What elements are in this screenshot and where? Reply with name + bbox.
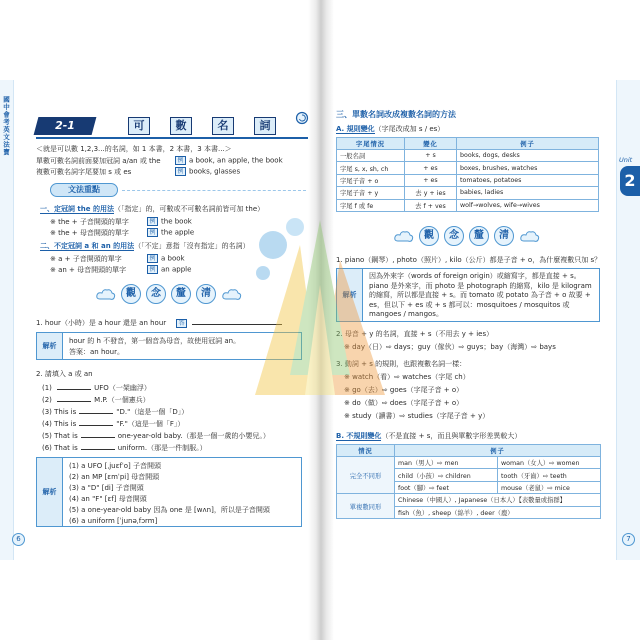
- page-number: 6: [12, 533, 25, 546]
- fill-blank: [57, 395, 91, 402]
- fill-item: [42, 443, 207, 453]
- analysis-line: (3) a "D" [di] 子音開頭: [69, 484, 144, 492]
- regular-note: （字尾改成加 s / es）: [374, 125, 445, 133]
- item-post: uniform.（那是一件制服。）: [117, 444, 207, 452]
- irregular-label: B. 不規則變化: [336, 432, 382, 440]
- example-tag: 例: [147, 217, 158, 226]
- analysis-text: 因為外來字（words of foreign origin）或縮寫字，都是直接 + s。piano 是外來字，而 photo 是 photograph 的縮寫，kilo 是 kilogram 的縮寫，所以都是直接 + s。而 tomato 或 potato 為子音 + o 故要 + es，但以下 + es 或 + s 都可以：mosquitoes / mosquitos 或 mangoes / mangos。: [369, 272, 592, 318]
- fill-blank: [81, 443, 115, 450]
- example-tag: 例: [147, 254, 158, 263]
- change-cell: + es: [405, 174, 457, 186]
- regular-heading: [336, 125, 444, 134]
- point-item-example: the book: [161, 217, 192, 226]
- fill-item: [42, 395, 150, 405]
- intro-rule-example: books, glasses: [189, 167, 241, 176]
- question-3: 3. 動詞 + s 的規則，也跟複數名詞一樣：: [336, 360, 467, 368]
- ending-cell: 字尾子音 + o: [337, 174, 405, 186]
- table-row: [337, 494, 601, 506]
- table-row: [337, 162, 599, 174]
- table-row: [337, 199, 599, 211]
- swirl-icon: [295, 111, 309, 125]
- item-num: (5): [42, 432, 52, 440]
- concept-heading-char: 念: [146, 284, 166, 304]
- example-tag: 例: [175, 167, 186, 176]
- section-title: 三、單數名詞改成複數名詞的方法: [336, 110, 456, 119]
- analysis-box: [36, 457, 302, 527]
- table-row: [337, 187, 599, 199]
- item-pre: That is: [54, 444, 78, 452]
- analysis-text: [69, 461, 297, 527]
- table-row: [337, 174, 599, 186]
- key-points-label: 文法重點: [50, 183, 118, 197]
- ending-cell: 一般名詞: [337, 150, 405, 162]
- intro-definition: ＜就是可以數 1,2,3...的名詞，如 1 本書，2 本書，3 本書...＞: [36, 145, 232, 153]
- unit-number-tab: 2: [620, 166, 640, 196]
- header-rule: [36, 137, 308, 139]
- ending-cell: 字尾 f 或 fe: [337, 199, 405, 211]
- analysis-line: 答案：an hour。: [69, 348, 124, 356]
- fill-item: [42, 419, 184, 429]
- column-header: 字尾情況: [337, 138, 405, 150]
- example-cell: tooth（牙齒）⇨ teeth: [498, 469, 601, 481]
- concept-heading-char: 念: [444, 226, 464, 246]
- case-cell: 完全不同形: [337, 457, 395, 494]
- example-tag: 例: [147, 265, 158, 274]
- table-header-row: [337, 138, 599, 150]
- analysis-label: 解析: [337, 269, 363, 321]
- table-row: [337, 150, 599, 162]
- analysis-box: [36, 332, 302, 360]
- ending-cell: 字尾 s, x, sh, ch: [337, 162, 405, 174]
- fill-item: [42, 383, 151, 393]
- point-item-text: ※ an + 母音開頭的單字: [50, 265, 127, 274]
- title-char: 名: [212, 117, 234, 135]
- item-post: one-year-old baby.（那是一個一歲的小嬰兒。）: [117, 432, 270, 440]
- question-2: 2. 母音 + y 的名詞，直接 + s（不用去 y + ies）: [336, 330, 494, 338]
- point-item-example: a book: [161, 254, 185, 263]
- column-header: 例子: [395, 445, 601, 457]
- answer-tag: 答: [176, 319, 187, 328]
- example-cell: mouse（老鼠）⇨ mice: [498, 481, 601, 493]
- example-bullet: ※ day（日）⇨ days；guy（傢伙）⇨ guys；bay（海灣）⇨ bays: [344, 343, 556, 351]
- analysis-line: (4) an "F" [ɛf] 母音開頭: [69, 495, 147, 503]
- table-header-row: [337, 445, 601, 457]
- concept-heading-char: 釐: [171, 284, 191, 304]
- title-char: 詞: [254, 117, 276, 135]
- point-item: [50, 265, 191, 275]
- cloud-icon: [222, 287, 242, 303]
- question-1: [36, 318, 282, 328]
- answer-blank: [192, 318, 282, 325]
- item-pre: That is: [54, 432, 78, 440]
- item-num: (6): [42, 444, 52, 452]
- example-cell: boxes, brushes, watches: [457, 162, 599, 174]
- example-bullet: ※ do（做）⇨ does（字尾子音 + o）: [344, 399, 464, 407]
- item-pre: This is: [54, 420, 77, 428]
- point-item: [50, 217, 192, 227]
- analysis-box: [336, 268, 600, 322]
- point-note: （「不定」意指「沒有指定」的名詞）: [134, 242, 250, 250]
- example-tag: 例: [175, 156, 186, 165]
- fill-item: [42, 407, 188, 417]
- grammar-point-heading: [40, 205, 264, 214]
- cloud-icon: [520, 229, 540, 245]
- example-cell: foot（腳）⇨ feet: [395, 481, 498, 493]
- point-note: （「指定」的，可數或不可數名詞前皆可加 the）: [113, 205, 265, 213]
- irregular-plural-table: [336, 444, 601, 519]
- cloud-icon: [394, 229, 414, 245]
- point-title: 二、不定冠詞 a 和 an 的用法: [40, 242, 135, 250]
- change-cell: 去 y + ies: [405, 187, 457, 199]
- cloud-icon: [96, 287, 116, 303]
- item-post: M.P.（一個憲兵）: [94, 396, 150, 404]
- title-char: 數: [170, 117, 192, 135]
- regular-label: A. 規則變化: [336, 125, 375, 133]
- irregular-note: （不是直接 + s，而且與單數字形差異較大）: [381, 432, 522, 440]
- example-cell: child（小孩）⇨ children: [395, 469, 498, 481]
- column-header: 情況: [337, 445, 395, 457]
- divider: [122, 190, 306, 191]
- fill-blank: [57, 383, 91, 390]
- concept-heading-char: 清: [196, 284, 216, 304]
- unit-code-tag: [34, 117, 97, 135]
- item-num: (3): [42, 408, 52, 416]
- irregular-heading: [336, 432, 521, 441]
- fill-item: [42, 431, 270, 441]
- point-item: [50, 228, 194, 238]
- concept-heading-char: 清: [494, 226, 514, 246]
- analysis-label: 解析: [37, 333, 63, 359]
- example-tag: 例: [147, 228, 158, 237]
- point-item-example: an apple: [161, 265, 192, 274]
- question-1: 1. piano（鋼琴）, photo（照片）, kilo（公斤）都是子音 + o，為什麼複數只加 s？: [336, 256, 602, 264]
- analysis-line: (6) a uniform [ˈjunəˌfɔrm]: [69, 517, 158, 525]
- example-cell: man（男人）⇨ men: [395, 457, 498, 469]
- concept-heading-char: 釐: [469, 226, 489, 246]
- item-num: (2): [42, 396, 52, 404]
- unit-label: Unit: [619, 156, 633, 164]
- point-item: [50, 254, 185, 264]
- change-cell: + es: [405, 162, 457, 174]
- analysis-label: 解析: [37, 458, 63, 526]
- analysis-line: (5) a one-year-old baby 因為 one 是 [wʌn]，所以是子音開頭: [69, 506, 270, 514]
- unit-code: 2-1: [55, 119, 75, 132]
- change-cell: + s: [405, 150, 457, 162]
- analysis-text: [69, 336, 297, 358]
- analysis-line: hour 的 h 不發音，第一個音為母音，故使用冠詞 an。: [69, 337, 241, 345]
- example-bullet: ※ watch（看）⇨ watches（字尾 ch）: [344, 373, 470, 381]
- example-cell: books, dogs, desks: [457, 150, 599, 162]
- intro-rule: [36, 167, 240, 177]
- fill-blank: [81, 431, 115, 438]
- item-num: (1): [42, 384, 52, 392]
- page-number: 7: [622, 533, 635, 546]
- example-cell: fish（魚）, sheep（綿羊）, deer（鹿）: [395, 506, 601, 518]
- column-header: 變化: [405, 138, 457, 150]
- regular-plural-table: [336, 137, 599, 212]
- concept-heading-char: 觀: [121, 284, 141, 304]
- item-pre: This is: [54, 408, 77, 416]
- fill-blank: [79, 419, 113, 426]
- right-margin-strip: [616, 80, 640, 560]
- point-item-text: ※ a + 子音開頭的單字: [50, 254, 122, 263]
- change-cell: 去 f + ves: [405, 199, 457, 211]
- example-bullet: ※ go（去）⇨ goes（字尾子音 + o）: [344, 386, 464, 394]
- example-cell: wolf→wolves, wife→wives: [457, 199, 599, 211]
- grammar-point-heading: [40, 242, 250, 251]
- item-post: UFO（一架幽浮）: [94, 384, 151, 392]
- book-spine: [308, 0, 334, 640]
- point-title: 一、定冠詞 the 的用法: [40, 205, 114, 213]
- intro-rule-example: a book, an apple, the book: [189, 156, 283, 165]
- concept-heading-char: 觀: [419, 226, 439, 246]
- example-cell: babies, ladies: [457, 187, 599, 199]
- point-item-example: the apple: [161, 228, 195, 237]
- analysis-line: (1) a UFO [ˌjuɛfˈo] 子音開頭: [69, 462, 161, 470]
- title-char: 可: [128, 117, 150, 135]
- column-header: 例子: [457, 138, 599, 150]
- item-post: "F."（這是一個「F」）: [116, 420, 185, 428]
- item-post: "D."（這是一個「D」）: [116, 408, 189, 416]
- example-bullet: ※ study（讀書）⇨ studies（字尾子音 + y）: [344, 412, 490, 420]
- intro-rule-text: 複數可數名詞字尾要加 s 或 es: [36, 167, 132, 176]
- point-item-text: ※ the + 母音開頭的單字: [50, 228, 129, 237]
- intro-rule: [36, 156, 283, 166]
- example-cell: woman（女人）⇨ women: [498, 457, 601, 469]
- item-num: (4): [42, 420, 52, 428]
- intro-rule-text: 單數可數名詞前面要加冠詞 a/an 或 the: [36, 156, 161, 165]
- question-text: 1. hour（小時）是 a hour 還是 an hour: [36, 319, 167, 327]
- example-cell: Chinese（中國人）, Japanese（日本人）【表數量或指群】: [395, 494, 601, 506]
- analysis-line: (2) an MP [ɛmˈpi] 母音開頭: [69, 473, 160, 481]
- case-cell: 單複數同形: [337, 494, 395, 519]
- point-item-text: ※ the + 子音開頭的單字: [50, 217, 129, 226]
- side-title: 國中會考英文法寶: [2, 96, 10, 156]
- fill-blank: [79, 407, 113, 414]
- table-row: [337, 457, 601, 469]
- ending-cell: 字尾子音 + y: [337, 187, 405, 199]
- example-cell: tomatoes, potatoes: [457, 174, 599, 186]
- question-2: 2. 請填入 a 或 an: [36, 370, 93, 378]
